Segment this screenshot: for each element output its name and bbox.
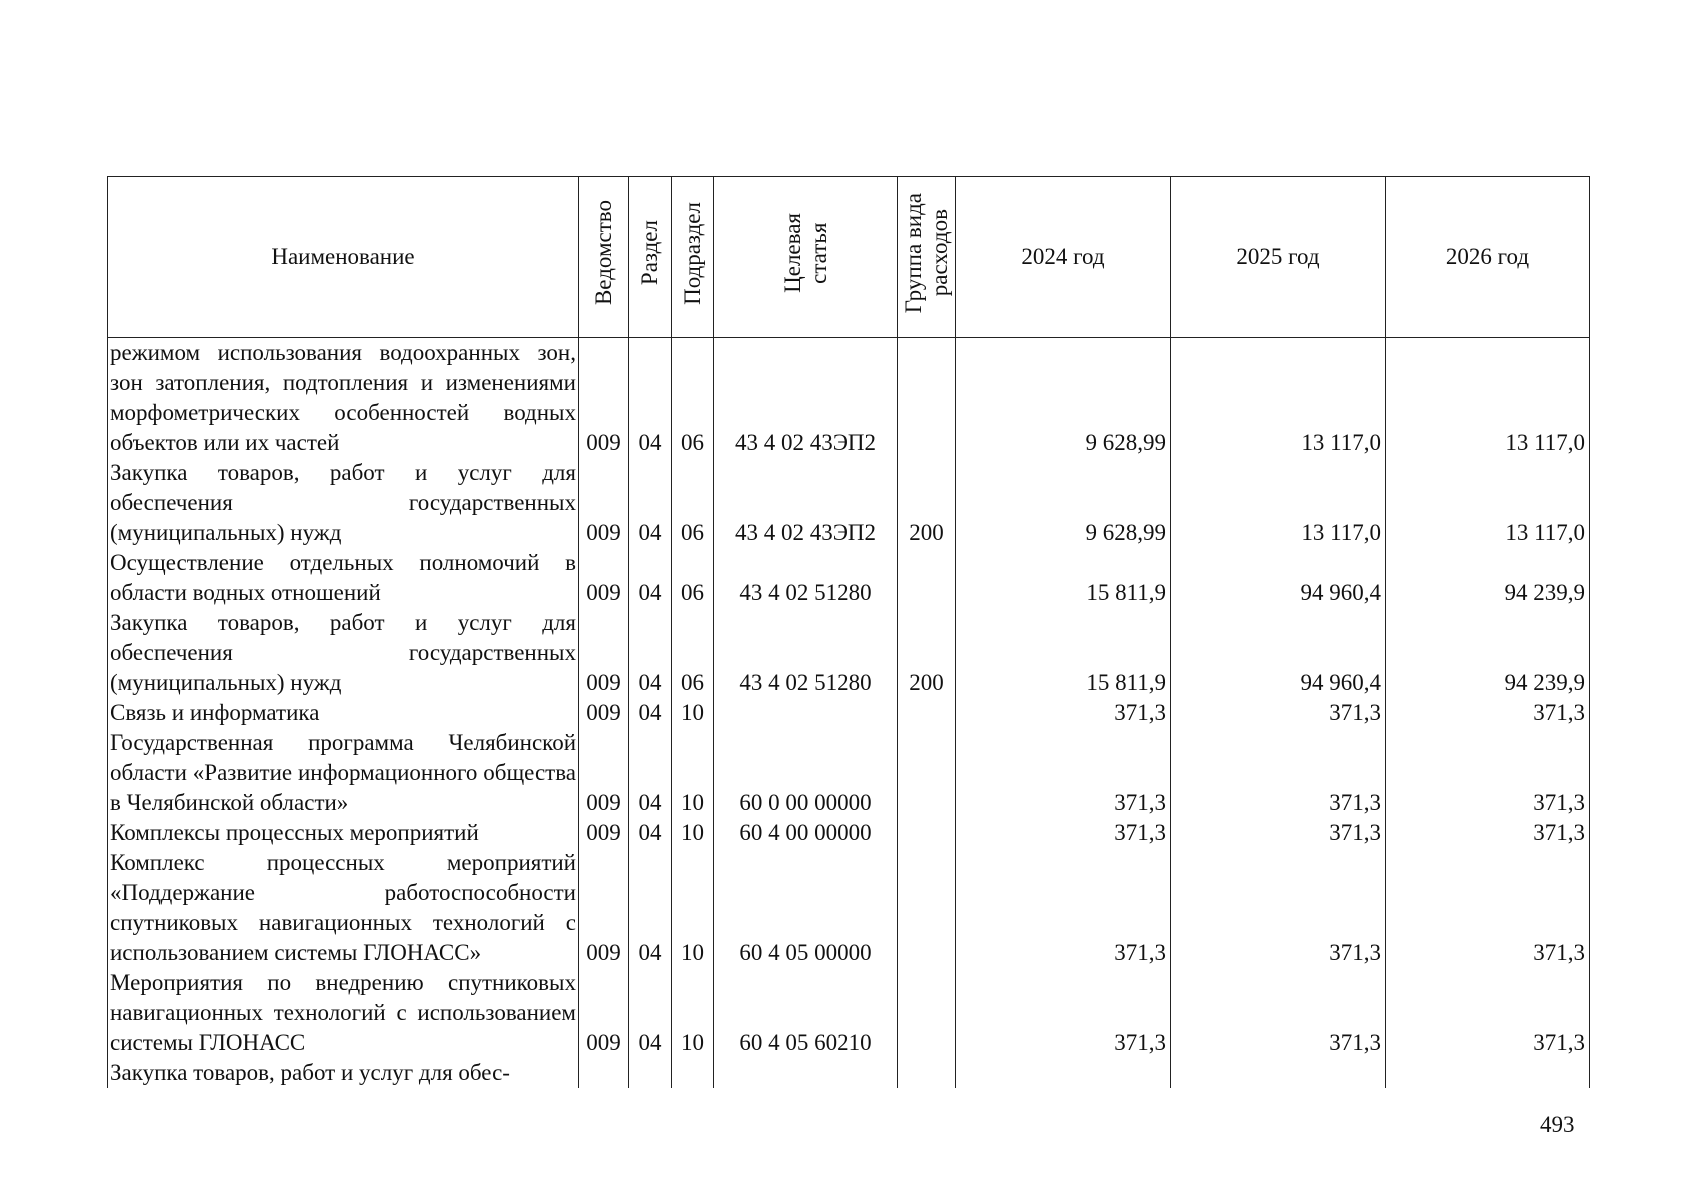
row-ministry: 009 [579,608,629,698]
row-target-article: 60 4 05 60210 [714,968,898,1058]
row-ministry: 009 [579,458,629,548]
row-amount-2024: 371,3 [956,818,1171,848]
table-header [108,177,1590,338]
row-amount-2024: 9 628,99 [956,338,1171,459]
row-target-article: 43 4 02 43ЭП2 [714,458,898,548]
row-subsection [672,1058,714,1088]
budget-table [107,176,1590,1088]
row-subsection: 06 [672,548,714,608]
row-name: Закупка товаров, работ и услуг для обес- [108,1058,579,1088]
row-amount-2025: 371,3 [1171,968,1386,1058]
row-subsection: 06 [672,608,714,698]
table-row [108,848,1590,968]
row-amount-2025: 371,3 [1171,698,1386,728]
row-name: Закупка товаров, работ и услуг для обеспечения государственных (муниципальных) нужд [108,608,579,698]
row-amount-2025 [1171,1058,1386,1088]
row-section: 04 [629,848,672,968]
row-expense-group [898,698,956,728]
row-ministry: 009 [579,338,629,459]
row-amount-2026: 94 239,9 [1386,548,1590,608]
row-amount-2026: 13 117,0 [1386,338,1590,459]
row-amount-2024: 15 811,9 [956,548,1171,608]
row-section: 04 [629,458,672,548]
row-amount-2024: 371,3 [956,728,1171,818]
row-amount-2025: 371,3 [1171,818,1386,848]
table-row [108,458,1590,548]
header-ministry: Ведомство [579,177,629,338]
row-subsection: 10 [672,848,714,968]
header-name: Наименование [108,177,579,338]
header-subsection: Подраздел [672,177,714,338]
row-name: Мероприятия по внедрению спутниковых навигационных технологий с использованием системы ГЛОНАСС [108,968,579,1058]
row-name: Закупка товаров, работ и услуг для обеспечения государственных (муниципальных) нужд [108,458,579,548]
row-target-article [714,1058,898,1088]
row-name: Комплексы процессных мероприятий [108,818,579,848]
row-section: 04 [629,728,672,818]
row-ministry: 009 [579,548,629,608]
row-section: 04 [629,608,672,698]
table-row [108,338,1590,459]
row-amount-2025: 94 960,4 [1171,548,1386,608]
header-year-2024: 2024 год [956,177,1171,338]
header-year-2025: 2025 год [1171,177,1386,338]
page-number: 493 [1540,1112,1575,1137]
row-amount-2026: 371,3 [1386,698,1590,728]
row-expense-group [898,548,956,608]
table-row [108,1058,1590,1088]
row-expense-group [898,818,956,848]
row-target-article: 43 4 02 43ЭП2 [714,338,898,459]
table-row [108,608,1590,698]
row-amount-2024: 371,3 [956,698,1171,728]
row-expense-group: 200 [898,458,956,548]
row-target-article: 60 4 05 00000 [714,848,898,968]
row-target-article: 43 4 02 51280 [714,608,898,698]
row-amount-2025: 13 117,0 [1171,458,1386,548]
row-section [629,1058,672,1088]
row-amount-2025: 94 960,4 [1171,608,1386,698]
row-name: Осуществление отдельных полномочий в области водных отношений [108,548,579,608]
row-section: 04 [629,338,672,459]
row-expense-group [898,968,956,1058]
table-row [108,698,1590,728]
row-amount-2024: 371,3 [956,968,1171,1058]
row-amount-2026: 13 117,0 [1386,458,1590,548]
header-target-article: Целевая статья [714,177,898,338]
table-body [108,338,1590,1089]
row-amount-2024: 371,3 [956,848,1171,968]
table-row [108,968,1590,1058]
header-section: Раздел [629,177,672,338]
row-name: Комплекс процессных мероприятий «Поддержание работоспособности спутниковых навигационных технологий с использованием системы ГЛОНАСС» [108,848,579,968]
row-amount-2024: 15 811,9 [956,608,1171,698]
row-target-article: 60 0 00 00000 [714,728,898,818]
header-expense-group: Группа вида расходов [898,177,956,338]
row-amount-2026: 371,3 [1386,728,1590,818]
row-amount-2026: 371,3 [1386,968,1590,1058]
row-ministry: 009 [579,698,629,728]
row-expense-group [898,338,956,459]
row-section: 04 [629,548,672,608]
row-name: режимом использования водоохранных зон, зон затопления, подтопления и изменениями морфометрических особенностей водных объектов или их частей [108,338,579,459]
row-amount-2025: 371,3 [1171,728,1386,818]
row-subsection: 10 [672,968,714,1058]
row-subsection: 10 [672,818,714,848]
row-amount-2025: 13 117,0 [1171,338,1386,459]
table-row [108,728,1590,818]
table-row [108,548,1590,608]
row-name: Связь и информатика [108,698,579,728]
row-subsection: 06 [672,458,714,548]
row-ministry: 009 [579,818,629,848]
row-section: 04 [629,698,672,728]
row-amount-2024 [956,1058,1171,1088]
row-amount-2026: 371,3 [1386,818,1590,848]
row-subsection: 06 [672,338,714,459]
row-amount-2026: 94 239,9 [1386,608,1590,698]
row-amount-2024: 9 628,99 [956,458,1171,548]
row-amount-2026: 371,3 [1386,848,1590,968]
row-ministry: 009 [579,968,629,1058]
row-expense-group [898,728,956,818]
row-expense-group [898,1058,956,1088]
row-section: 04 [629,968,672,1058]
row-section: 04 [629,818,672,848]
row-name: Государственная программа Челябинской области «Развитие информационного общества в Челябинской области» [108,728,579,818]
row-expense-group: 200 [898,608,956,698]
header-year-2026: 2026 год [1386,177,1590,338]
row-amount-2026 [1386,1058,1590,1088]
row-target-article [714,698,898,728]
row-target-article: 43 4 02 51280 [714,548,898,608]
row-target-article: 60 4 00 00000 [714,818,898,848]
row-ministry: 009 [579,728,629,818]
row-ministry: 009 [579,848,629,968]
table-row [108,818,1590,848]
row-expense-group [898,848,956,968]
row-subsection: 10 [672,698,714,728]
row-ministry [579,1058,629,1088]
row-subsection: 10 [672,728,714,818]
row-amount-2025: 371,3 [1171,848,1386,968]
